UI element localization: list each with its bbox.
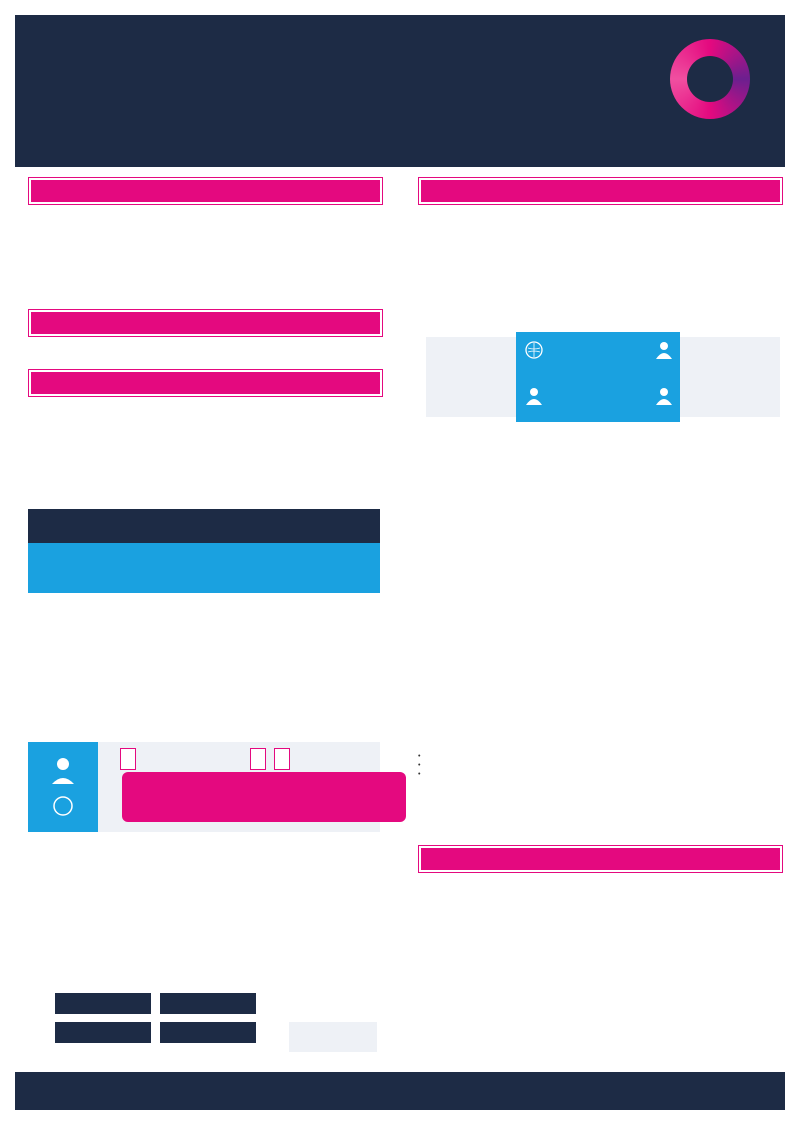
- section-heading-results: [418, 180, 780, 202]
- true-positives-cell: [55, 993, 151, 1014]
- person-icon: [654, 340, 674, 360]
- accuracy-formulas: [289, 1022, 377, 1052]
- false-negatives-cell: [55, 1022, 151, 1043]
- workload-savings-figure: [426, 337, 780, 417]
- figure-2-process-diagram: [28, 742, 380, 832]
- process-step: [200, 774, 240, 820]
- true-negatives-cell: [160, 1022, 256, 1043]
- accuracy-bar-chart: [420, 548, 765, 743]
- exclude-document-icon: [274, 748, 290, 770]
- process-step: [292, 774, 332, 820]
- false-positives-cell: [160, 993, 256, 1014]
- open-health-logo-icon: [670, 39, 750, 119]
- training-set-item: [418, 751, 780, 760]
- brain-icon: [524, 340, 544, 360]
- process-step: [108, 774, 148, 820]
- protocol-document-icon: [120, 748, 136, 770]
- study-design-item: [418, 769, 780, 778]
- accuracy-influences-block: [418, 749, 780, 779]
- figure-2-blue-panel: [28, 742, 98, 832]
- poster-footer: [15, 1072, 785, 1110]
- section-heading-conclusions: [418, 848, 780, 870]
- user-brain-icon: [28, 742, 98, 832]
- include-document-icon: [250, 748, 266, 770]
- picos-table: [28, 509, 380, 593]
- inclusion-threshold-item: [418, 760, 780, 769]
- process-step: [154, 774, 194, 820]
- section-heading-objectives: [28, 312, 380, 334]
- poster-header: [15, 15, 785, 167]
- section-heading-methods: [28, 372, 380, 394]
- process-step: [246, 774, 286, 820]
- workload-savings-panel: [516, 332, 680, 422]
- section-heading-introduction: [28, 180, 380, 202]
- person-icon: [654, 386, 674, 406]
- process-step: [338, 774, 378, 820]
- person-icon: [524, 386, 544, 406]
